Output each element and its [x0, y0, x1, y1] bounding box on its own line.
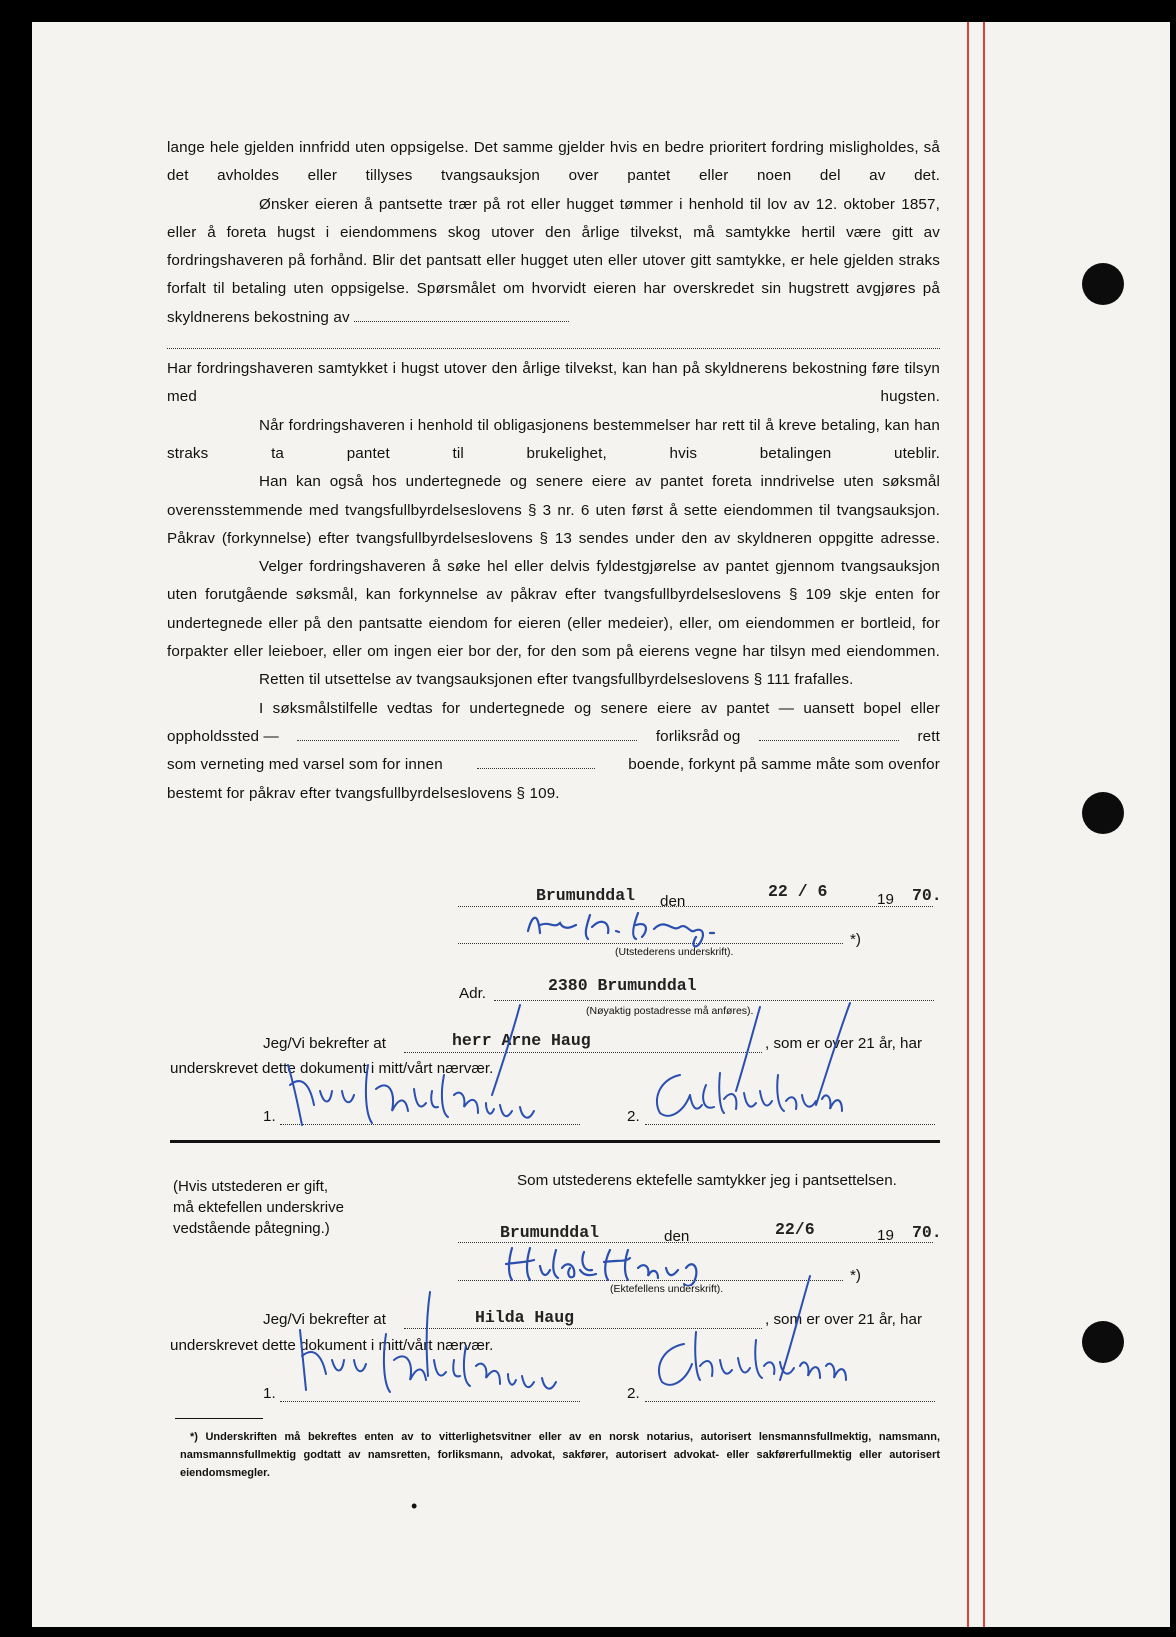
witness-intro: Jeg/Vi bekrefter at [263, 1035, 386, 1052]
text: som verneting med varsel som for innen [167, 756, 443, 774]
text: forliksråd og [655, 727, 741, 745]
paragraph: Velger fordringshaveren å søke hel eller delvis fyldestgjørelse av pantet gjennom tvangsauksjon uten forutgående søksmål, kan forkynnelse av påkrav efter tvangsfullbyrdelseslovens § 109 skje enten for undertegnede eller på den pantsatte eiendom for eieren (eller medeier), eller, om eiendommen er bortleid, for forpakter eller leieboer, eller om ingen eier bor der, for den som på eierens vegne har tilsyn med eiendommen. [167, 558, 940, 661]
punch-hole [1082, 1321, 1124, 1363]
witness-tail: , som er over 21 år, har [765, 1311, 923, 1328]
paragraph: Han kan også hos undertegnede og senere eiere av pantet foreta inndrivelse uten søksmål overensstemmende med tvangsfullbyrdelseslovens § 3 nr. 6 uten først å sette eiendommen til tvangsauksjon. Påkrav (forkynnelse) efter tvangsfullbyrdelseslovens § 13 sendes under den av skyldneren oppgitte adresse. [167, 473, 940, 547]
witness-1-signature [290, 1280, 610, 1410]
paragraph [167, 191, 940, 332]
witness-2-signature [640, 1270, 900, 1400]
note-line: (Hvis utstederen er gift, [173, 1178, 329, 1195]
note-line: må ektefellen underskrive [173, 1199, 344, 1216]
place-field: Brumunddal [500, 1223, 600, 1242]
witness-1-label: 1. [263, 1108, 276, 1125]
year-field: 70. [912, 886, 942, 905]
witness-1-label: 1. [263, 1385, 276, 1402]
paragraph: Har fordringshaveren samtykket i hugst utover den årlige tilvekst, kan han på skyldnerens bekostning føre tilsyn med hugsten. [167, 360, 940, 406]
witness-line2: underskrevet dette dokument i mitt/vårt nærvær. [170, 1337, 494, 1354]
witness-name-field: Hilda Haug [475, 1308, 575, 1327]
footnote-marker: *) [850, 931, 861, 948]
spouse-note [173, 1176, 344, 1239]
body-text [167, 134, 940, 808]
signature-caption: (Ektefellens underskrift). [610, 1283, 724, 1295]
margin-rule [967, 22, 969, 1627]
address-caption: (Nøyaktig postadresse må anføres). [586, 1005, 754, 1017]
paragraph: bestemt for påkrav efter tvangsfullbyrdelseslovens § 109. [167, 784, 560, 802]
margin-rule [983, 22, 985, 1627]
fill-line [759, 726, 899, 741]
paragraph: I søksmålstilfelle vedtas for undertegnede og senere eiere av pantet — uansett bopel eller [259, 699, 940, 717]
paragraph-text: Ønsker eieren å pantsette trær på rot eller hugget tømmer i henhold til lov av 12. oktober 1857, eller å foreta hugst i eiendommens skog utover den årlige tilvekst, må samtykke hertil være gitt av fordringshaveren på forhånd. Blir det pantsatt eller hugget uten eller utover gitt samtykke, er hele gjelden straks forfalt til betaling uten oppsigelse. Spørsmålet om hvorvidt eieren har overskredet sin hugstrett avgjøres på skyldnerens bekostning av [167, 195, 940, 326]
witness-2-label: 2. [627, 1385, 640, 1402]
text: oppholdssted — [167, 727, 279, 745]
place-field: Brumunddal [536, 886, 636, 905]
den-label: den [660, 893, 686, 910]
year-prefix: 19 [877, 891, 894, 908]
witness-2-signature [640, 995, 900, 1135]
witness-tail: , som er over 21 år, har [765, 1035, 923, 1052]
paragraph: Retten til utsettelse av tvangsauksjonen efter tvangsfullbyrdelseslovens § 111 frafalles. [259, 671, 854, 689]
year-field: 70. [912, 1223, 942, 1242]
issuer-signature [520, 903, 810, 949]
witness-1-signature [280, 995, 580, 1135]
punch-hole [1082, 263, 1124, 305]
fill-line [167, 332, 940, 349]
note-line: vedstående påtegning.) [173, 1220, 330, 1237]
ink-mark: • [411, 1496, 418, 1516]
year-prefix: 19 [877, 1227, 894, 1244]
section-divider [170, 1140, 940, 1143]
text: rett [917, 727, 940, 745]
fill-line [354, 307, 569, 322]
address-field: 2380 Brumunddal [548, 976, 697, 995]
fill-line [297, 726, 637, 741]
spouse-consent: Som utstederens ektefelle samtykker jeg i pantsettelsen. [517, 1172, 897, 1189]
fill-line [477, 754, 595, 769]
witness-line2: underskrevet dette dokument i mitt/vårt nærvær. [170, 1060, 494, 1077]
text: boende, forkynt på samme måte som ovenfor [628, 756, 940, 774]
paragraph [167, 723, 940, 751]
witness-intro: Jeg/Vi bekrefter at [263, 1311, 386, 1328]
signature-caption: (Utstederens underskrift). [615, 946, 734, 958]
footnote-rule [175, 1418, 263, 1419]
den-label: den [664, 1228, 690, 1245]
witness-name-field: herr Arne Haug [452, 1031, 591, 1050]
footnote-marker: *) [850, 1267, 861, 1284]
footnote: *) Underskriften må bekreftes enten av to vitterlighetsvitner eller av en norsk notarius, autorisert lensmannsfullmektig, namsmann, namsmannsfullmektig godtatt av namsretten, forliksmann, advokat, sakfører, autorisert advokat- eller sakførerfullmektig eller autorisert eiendomsmegler. [180, 1431, 940, 1479]
witness-2-label: 2. [627, 1108, 640, 1125]
date-field: 22 / 6 [768, 882, 828, 901]
punch-hole [1082, 792, 1124, 834]
paragraph: lange hele gjelden innfridd uten oppsigelse. Det samme gjelder hvis en bedre prioritert fordring misligholdes, så det avholdes eller tillyses tvangsauksjon over pantet eller noen del av det. [167, 139, 940, 185]
date-field: 22/6 [775, 1220, 815, 1239]
paragraph: Når fordringshaveren i henhold til obligasjonens bestemmelser har rett til å kreve betaling, kan han straks ta pantet til brukelighet, hvis betalingen uteblir. [167, 416, 940, 462]
address-label: Adr. [459, 985, 487, 1002]
signature-line [645, 1401, 935, 1402]
paragraph [167, 751, 940, 779]
